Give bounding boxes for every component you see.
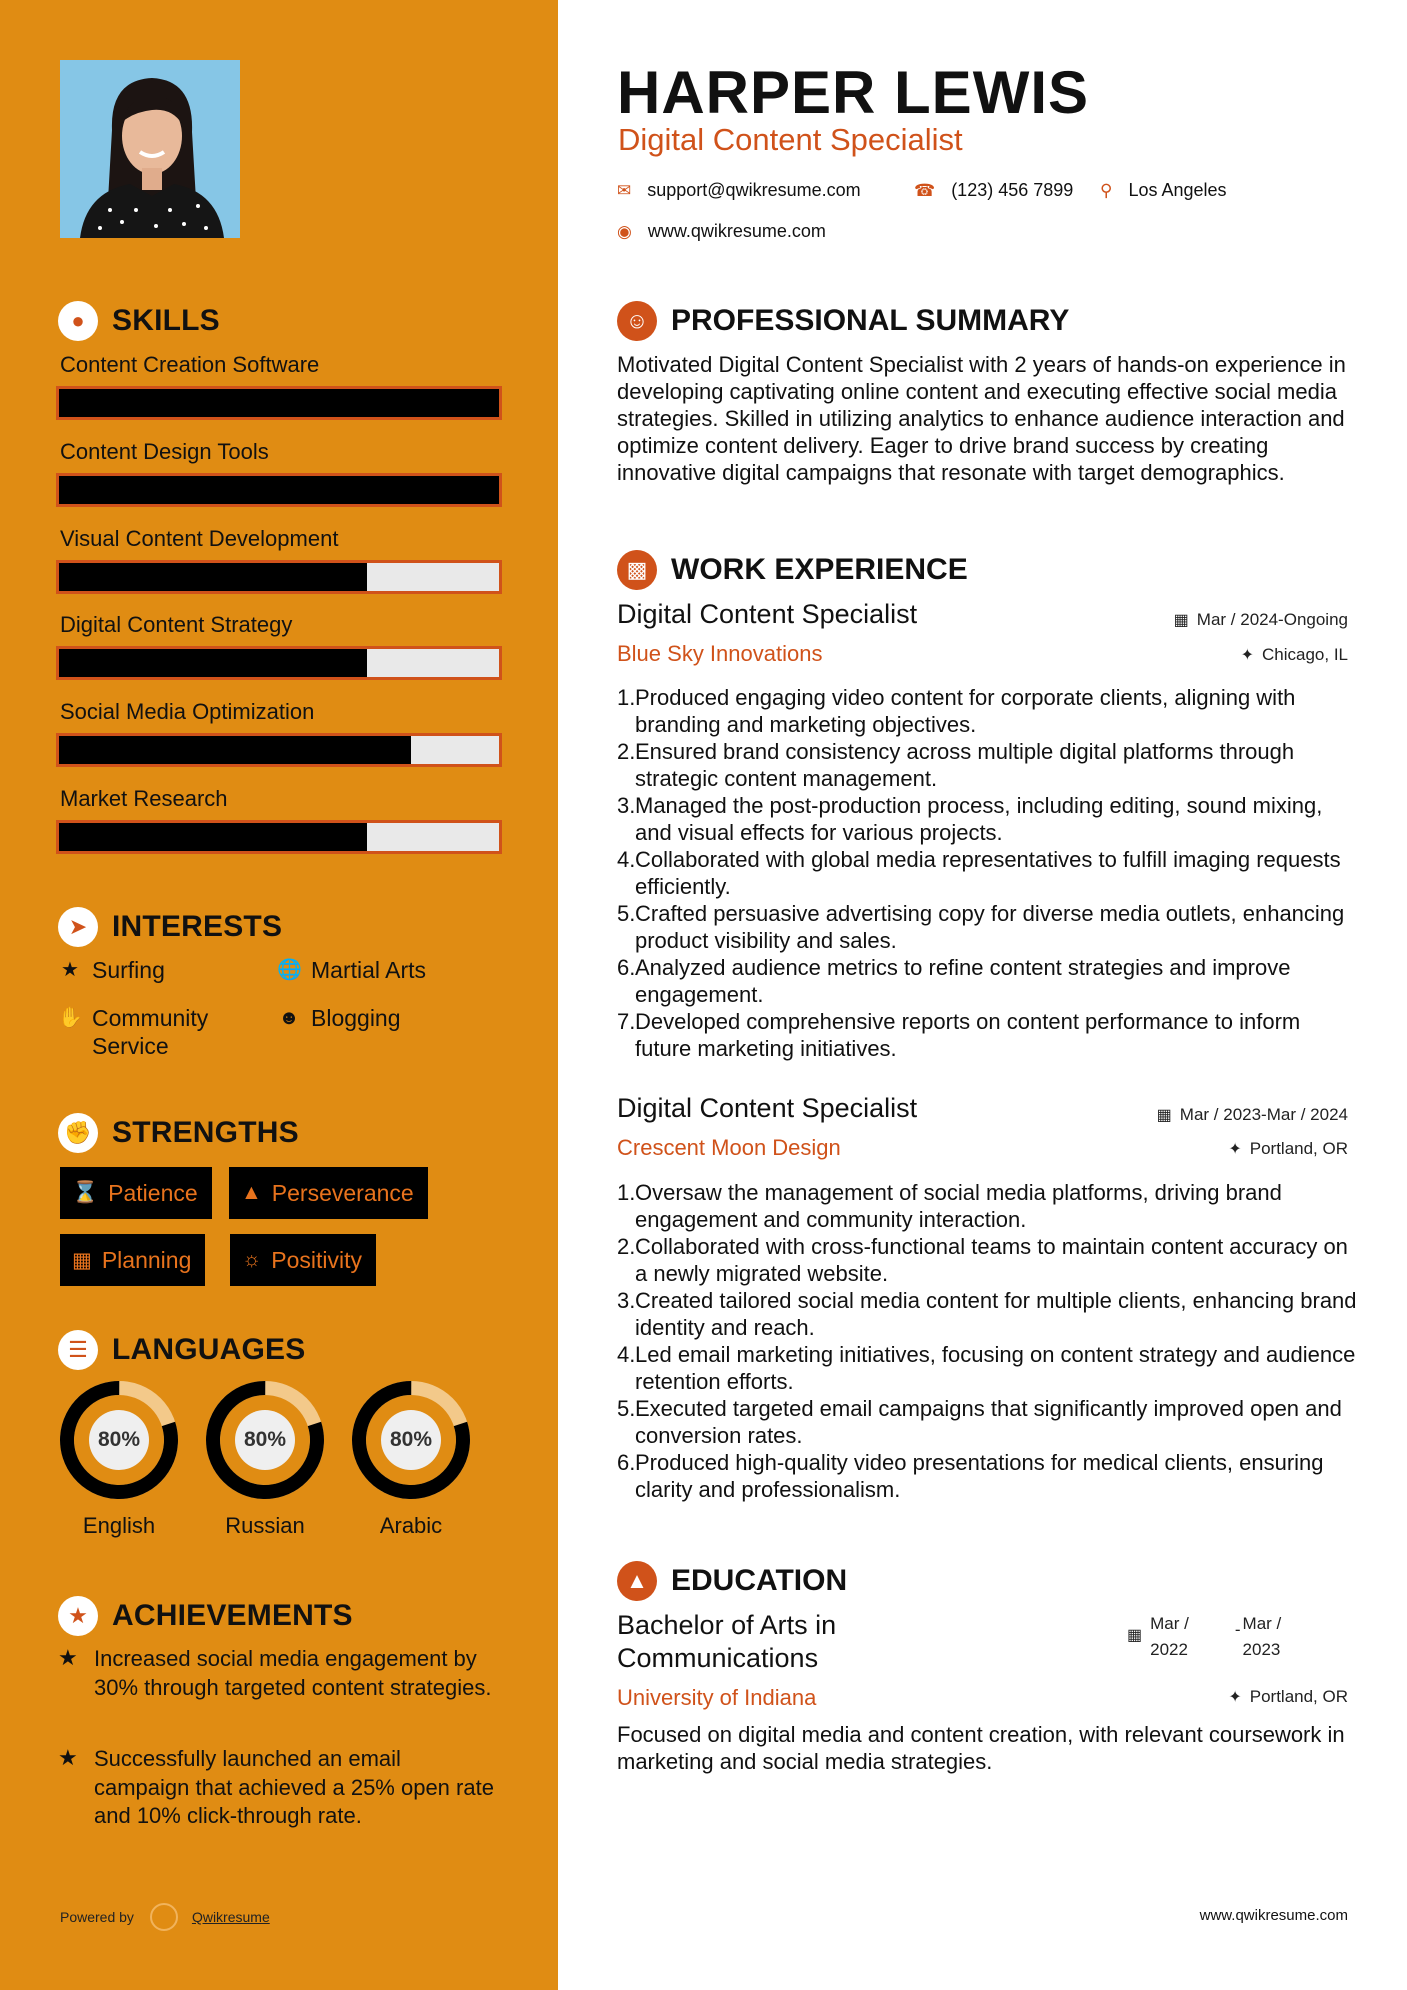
interests-title: INTERESTS: [112, 910, 283, 943]
work-header: [617, 550, 968, 590]
language-item: [350, 1379, 472, 1539]
skill-label: Content Design Tools: [60, 439, 269, 464]
summary-text: Motivated Digital Content Specialist with 2 years of hands-on experience in developing captivating online content and executing effective social media strategies. Skilled in utilizing analytics to enhance audience interaction and optimize content delivery. Eager to drive brand success by creating innovative digital campaigns that resonate with target demographics.: [617, 352, 1346, 485]
graduation-cap-icon: ▲: [617, 1561, 657, 1601]
contact-location: [1100, 180, 1227, 201]
languages-header: [58, 1330, 305, 1370]
road-icon: ▲: [241, 1181, 262, 1204]
degree-line-2: Communications: [617, 1643, 819, 1673]
skill-bar-fill: [59, 649, 367, 677]
language-percent: 80%: [89, 1410, 149, 1470]
job-location: [1241, 645, 1348, 665]
phone-icon: ☎: [914, 180, 936, 200]
degree-line-1: Bachelor of Arts in: [617, 1610, 837, 1640]
trophy-star-icon: ★: [58, 1596, 98, 1636]
languages-title: LANGUAGES: [112, 1333, 306, 1366]
strength-chip: [230, 1234, 376, 1286]
skill-bar-fill: [59, 563, 367, 591]
globe-icon: ◉: [617, 221, 632, 241]
language-percent: 80%: [235, 1410, 295, 1470]
qwikresume-logo-icon: [150, 1903, 178, 1931]
candidate-role: Digital Content Specialist: [618, 122, 963, 157]
interests-header: [58, 907, 282, 947]
interest-item: [58, 956, 165, 984]
language-name: English: [82, 1513, 156, 1538]
strength-label: Perseverance: [271, 1179, 414, 1206]
contact-email[interactable]: [617, 180, 861, 201]
language-item: [204, 1379, 326, 1539]
job-bullets: [617, 1179, 1362, 1503]
strength-label: Patience: [108, 1179, 198, 1206]
profile-photo: [60, 60, 240, 238]
interest-label: Blogging: [311, 1005, 401, 1031]
education-school: University of Indiana: [617, 1685, 817, 1710]
calendar-icon: ▦: [1173, 612, 1189, 629]
paper-plane-icon: ➤: [58, 907, 98, 947]
website-text: www.qwikresume.com: [647, 221, 826, 241]
lightbulb-icon: ●: [58, 301, 98, 341]
job-location: [1228, 1139, 1348, 1159]
skill-bar-fill: [59, 736, 411, 764]
achievements-title: ACHIEVEMENTS: [112, 1599, 353, 1632]
strengths-header: [58, 1113, 299, 1153]
skill-bar: [56, 560, 502, 594]
qwikresume-link[interactable]: Qwikresume: [191, 1909, 270, 1925]
list-item: 5. Crafted persuasive advertising copy for diverse media outlets, enhancing product visibility and sales.: [617, 901, 1345, 953]
calendar-icon: ▦: [1156, 1107, 1172, 1124]
briefcase-icon: ▩: [617, 550, 657, 590]
list-item: 7. Developed comprehensive reports on content performance to inform future marketing initiatives.: [617, 1009, 1301, 1061]
strengths-title: STRENGTHS: [112, 1116, 299, 1149]
skill-bar: [56, 733, 502, 767]
sidebar: [0, 0, 558, 1990]
calendar-icon: ▦: [72, 1248, 92, 1272]
users-icon: ☻: [278, 1007, 300, 1029]
interest-item: [277, 956, 426, 984]
summary-title: PROFESSIONAL SUMMARY: [671, 304, 1070, 337]
hand-icon: ✋: [58, 1007, 83, 1029]
job-bullets: [617, 684, 1362, 1062]
achievement-item: [58, 1745, 498, 1831]
star-icon: ★: [58, 1745, 78, 1770]
powered-by-label: Powered by: [60, 1909, 134, 1925]
skill-label: Digital Content Strategy: [60, 612, 293, 637]
footer-url[interactable]: www.qwikresume.com: [1199, 1907, 1348, 1924]
skill-bar-fill: [59, 823, 367, 851]
calendar-icon: ▦: [1127, 1627, 1143, 1644]
skills-title: SKILLS: [112, 304, 220, 337]
powered-by: [60, 1903, 270, 1931]
interest-item: [58, 1004, 248, 1060]
strength-label: Positivity: [271, 1246, 362, 1273]
edu-end-date: Mar / 2023: [1242, 1614, 1282, 1659]
contact-phone[interactable]: [914, 180, 1073, 201]
job-title: Digital Content Specialist: [617, 1093, 918, 1123]
skill-bar: [56, 473, 502, 507]
list-item: 6. Produced high-quality video presentations for medical clients, ensuring clarity and professionalism.: [617, 1450, 1324, 1502]
education-header: [617, 1561, 847, 1601]
list-item: 3. Created tailored social media content for multiple clients, enhancing brand identity and reach.: [617, 1288, 1357, 1340]
star-icon: ★: [61, 959, 79, 981]
degree-title: [617, 1609, 836, 1675]
edu-date-dash: -: [1234, 1620, 1241, 1639]
list-item: 4. Collaborated with global media representatives to fulfill imaging requests efficiently.: [617, 847, 1341, 899]
list-item: 4. Led email marketing initiatives, focusing on content strategy and audience retention efforts.: [617, 1342, 1356, 1394]
globe-icon: 🌐: [277, 959, 302, 981]
education-title: EDUCATION: [671, 1564, 848, 1597]
work-title: WORK EXPERIENCE: [671, 553, 968, 586]
job-dates-text: Mar / 2023-Mar / 2024: [1179, 1105, 1348, 1124]
interest-item: [277, 1004, 401, 1032]
skill-bar: [56, 386, 502, 420]
job-dates-text: Mar / 2024-Ongoing: [1196, 610, 1348, 629]
strength-chip: [60, 1167, 212, 1219]
skills-header: [58, 301, 220, 341]
list-item: 1. Oversaw the management of social media platforms, driving brand engagement and community interaction.: [617, 1180, 1282, 1232]
map-pin-icon: ⚲: [1100, 180, 1113, 200]
achievements-header: [58, 1596, 353, 1636]
language-name: Arabic: [379, 1513, 443, 1538]
pushpin-icon: ✦: [1228, 1141, 1242, 1158]
job-company: Blue Sky Innovations: [617, 641, 823, 666]
phone-text: (123) 456 7899: [951, 180, 1074, 200]
education-text: Focused on digital media and content creation, with relevant coursework in marketing and social media strategies.: [617, 1722, 1345, 1774]
job-location-text: Portland, OR: [1249, 1139, 1348, 1158]
strength-chip: [229, 1167, 428, 1219]
list-item: 2. Ensured brand consistency across multiple digital platforms through strategic content management.: [617, 739, 1295, 791]
skill-label: Visual Content Development: [60, 526, 339, 551]
language-name: Russian: [225, 1513, 305, 1538]
candidate-name: HARPER LEWIS: [617, 59, 1090, 126]
skill-label: Market Research: [60, 786, 228, 811]
achievement-text: Increased social media engagement by 30% through targeted content strategies.: [94, 1646, 492, 1700]
edu-start-date: Mar / 2022: [1150, 1614, 1189, 1659]
pushpin-icon: ✦: [1228, 1689, 1242, 1706]
profile-photo-image: [60, 60, 240, 238]
strength-chip: [60, 1234, 205, 1286]
interest-label: Community Service: [92, 1005, 209, 1059]
achievement-item: [58, 1645, 498, 1702]
sun-icon: ☼: [242, 1248, 262, 1271]
job-dates: [1174, 610, 1348, 630]
language-icon: ☰: [58, 1330, 98, 1370]
education-dates: [1127, 1611, 1281, 1663]
list-item: 6. Analyzed audience metrics to refine content strategies and improve engagement.: [617, 955, 1291, 1007]
pushpin-icon: ✦: [1240, 647, 1254, 664]
language-item: [58, 1379, 180, 1539]
list-item: 1. Produced engaging video content for corporate clients, aligning with branding and marketing objectives.: [617, 685, 1296, 737]
skill-label: Content Creation Software: [60, 352, 320, 377]
location-text: Los Angeles: [1128, 180, 1227, 200]
job-dates: [1157, 1105, 1348, 1125]
user-icon: ☺: [617, 301, 657, 341]
summary-header: [617, 301, 1069, 341]
education-location: [1228, 1687, 1348, 1707]
job-company: Crescent Moon Design: [617, 1135, 841, 1160]
email-text: support@qwikresume.com: [647, 180, 861, 200]
job-title: Digital Content Specialist: [617, 599, 918, 629]
strength-label: Planning: [101, 1246, 192, 1273]
contact-website[interactable]: [617, 221, 826, 242]
envelope-icon: ✉: [617, 180, 632, 200]
interest-label: Surfing: [92, 957, 165, 983]
star-icon: ★: [58, 1645, 78, 1670]
hourglass-icon: ⌛: [72, 1181, 99, 1204]
list-item: 3. Managed the post-production process, including editing, sound mixing, and visual effects for various projects.: [617, 793, 1323, 845]
skill-label: Social Media Optimization: [60, 699, 315, 724]
skill-bar: [56, 820, 502, 854]
interest-label: Martial Arts: [311, 957, 427, 983]
list-item: 2. Collaborated with cross-functional teams to maintain content accuracy on a newly migrated website.: [617, 1234, 1348, 1286]
list-item: 5. Executed targeted email campaigns that significantly improved open and conversion rates.: [617, 1396, 1342, 1448]
job-location-text: Chicago, IL: [1262, 645, 1348, 664]
language-percent: 80%: [381, 1410, 441, 1470]
fist-icon: ✊: [58, 1113, 98, 1153]
skill-bar: [56, 646, 502, 680]
skill-bar-fill: [59, 476, 499, 504]
skill-bar-fill: [59, 389, 499, 417]
achievement-text: Successfully launched an email campaign that achieved a 25% open rate and 10% click-through rate.: [94, 1746, 494, 1828]
education-location-text: Portland, OR: [1249, 1687, 1348, 1706]
